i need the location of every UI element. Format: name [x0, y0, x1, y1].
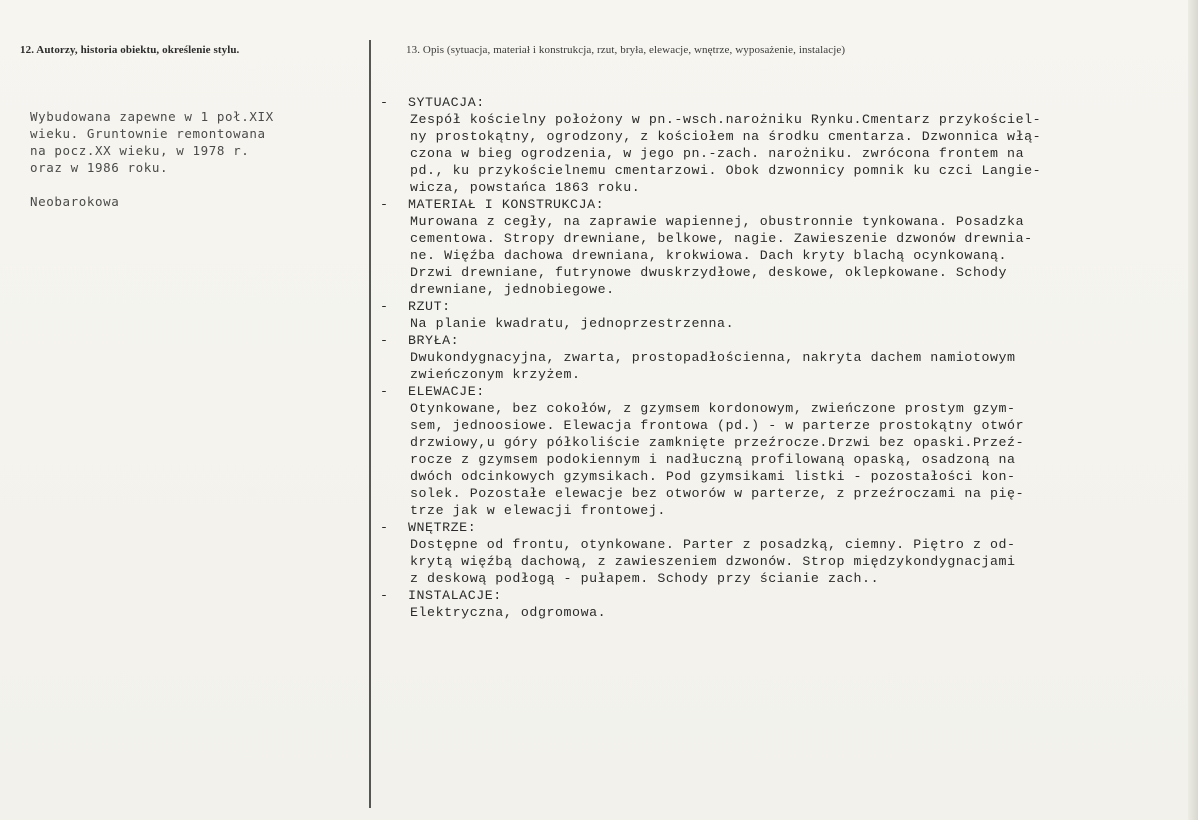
- section-dash: -: [380, 384, 389, 399]
- section-dash: -: [380, 95, 389, 110]
- section-text-line: czona w bieg ogrodzenia, w jego pn.-zach. narożniku. zwrócona frontem na: [410, 146, 1025, 161]
- section-text-line: Elektryczna, odgromowa.: [410, 605, 607, 620]
- section-dash: -: [380, 299, 389, 314]
- section-text-line: drewniane, jednobiegowe.: [410, 282, 615, 297]
- section-dash: -: [380, 520, 389, 535]
- history-line: na pocz.XX wieku, w 1978 r.: [30, 143, 250, 158]
- history-line: Wybudowana zapewne w 1 poł.XIX: [30, 109, 274, 124]
- section-text-line: ny prostokątny, ogrodzony, z kościołem na środku cmentarza. Dzwonnica włą-: [410, 129, 1042, 144]
- description-section: [380, 383, 1160, 519]
- description-section: [380, 298, 1160, 332]
- section-title: MATERIAŁ I KONSTRUKCJA:: [408, 197, 605, 212]
- section-title: RZUT:: [408, 299, 451, 314]
- section-text-line: z deskową podłogą - pułapem. Schody przy ścianie zach..: [410, 571, 880, 586]
- description-section: [380, 519, 1160, 587]
- section-heading: [380, 587, 1160, 604]
- section-12-header: 12. Autorzy, historia obiektu, określenie stylu.: [20, 44, 240, 56]
- section-text-line: wicza, powstańca 1863 roku.: [410, 180, 641, 195]
- section-text-line: trze jak w elewacji frontowej.: [410, 503, 666, 518]
- section-text-line: Murowana z cegły, na zaprawie wapiennej, obustronnie tynkowana. Posadzka: [410, 214, 1025, 229]
- style-value: Neobarokowa: [30, 194, 120, 209]
- page-edge-shadow: [1188, 0, 1198, 820]
- section-13-header: 13. Opis (sytuacja, materiał i konstrukcja, rzut, bryła, elewacje, wnętrze, wyposażenie, instalacje): [406, 44, 846, 56]
- section-text-line: Dostępne od frontu, otynkowane. Parter z posadzką, ciemny. Piętro z od-: [410, 537, 1016, 552]
- section-heading: [380, 94, 1160, 111]
- section-dash: -: [380, 588, 389, 603]
- section-text-line: dwóch odcinkowych gzymsikach. Pod gzymsikami listki - pozostałości kon-: [410, 469, 1016, 484]
- top-rule: [0, 38, 1190, 39]
- column-divider: [369, 40, 371, 808]
- section-text-line: cementowa. Stropy drewniane, belkowe, nagie. Zawieszenie dzwonów drewnia-: [410, 231, 1033, 246]
- section-text-line: rocze z gzymsem podokiennym i nadłuczną profilowaną opaską, osadzoną na: [410, 452, 1016, 467]
- description-section: [380, 196, 1160, 298]
- section-text-line: krytą więźbą dachową, z zawieszeniem dzwonów. Strop międzykondygnacjami: [410, 554, 1016, 569]
- section-title: WNĘTRZE:: [408, 520, 477, 535]
- section-text-line: solek. Pozostałe elewacje bez otworów w parterze, z przeźroczami na pię-: [410, 486, 1025, 501]
- section-dash: -: [380, 197, 389, 212]
- section-heading: [380, 332, 1160, 349]
- history-line: oraz w 1986 roku.: [30, 160, 169, 175]
- section-text-line: Otynkowane, bez cokołów, z gzymsem kordonowym, zwieńczone prostym gzym-: [410, 401, 1016, 416]
- section-dash: -: [380, 333, 389, 348]
- section-text-line: Dwukondygnacyjna, zwarta, prostopadłościenna, nakryta dachem namiotowym: [410, 350, 1016, 365]
- section-heading: [380, 298, 1160, 315]
- section-text-line: Drzwi drewniane, futrynowe dwuskrzydłowe, deskowe, oklepkowane. Schody: [410, 265, 1008, 280]
- description-section: [380, 94, 1160, 196]
- section-text-line: Na planie kwadratu, jednoprzestrzenna.: [410, 316, 735, 331]
- section-text-line: zwieńczonym krzyżem.: [410, 367, 581, 382]
- history-line: wieku. Gruntownie remontowana: [30, 126, 266, 141]
- section-text-line: drzwiowy,u góry półkoliście zamknięte przeźrocze.Drzwi bez opaski.Przeź-: [410, 435, 1025, 450]
- section-title: ELEWACJE:: [408, 384, 485, 399]
- section-text-line: ne. Więźba dachowa drewniana, krokwiowa. Dach kryty blachą ocynkowaną.: [410, 248, 1008, 263]
- history-column: [30, 108, 360, 210]
- section-heading: [380, 519, 1160, 536]
- section-title: INSTALACJE:: [408, 588, 502, 603]
- description-column: [380, 94, 1160, 621]
- section-text-line: pd., ku przykościelnemu cmentarzowi. Obok dzwonnicy pomnik ku czci Langie-: [410, 163, 1042, 178]
- description-section: [380, 587, 1160, 621]
- section-title: BRYŁA:: [408, 333, 460, 348]
- section-text-line: Zespół kościelny położony w pn.-wsch.narożniku Rynku.Cmentarz przykościel-: [410, 112, 1042, 127]
- section-heading: [380, 196, 1160, 213]
- section-title: SYTUACJA:: [408, 95, 485, 110]
- description-section: [380, 332, 1160, 383]
- section-text-line: sem, jednoosiowe. Elewacja frontowa (pd.) - w parterze prostokątny otwór: [410, 418, 1025, 433]
- section-heading: [380, 383, 1160, 400]
